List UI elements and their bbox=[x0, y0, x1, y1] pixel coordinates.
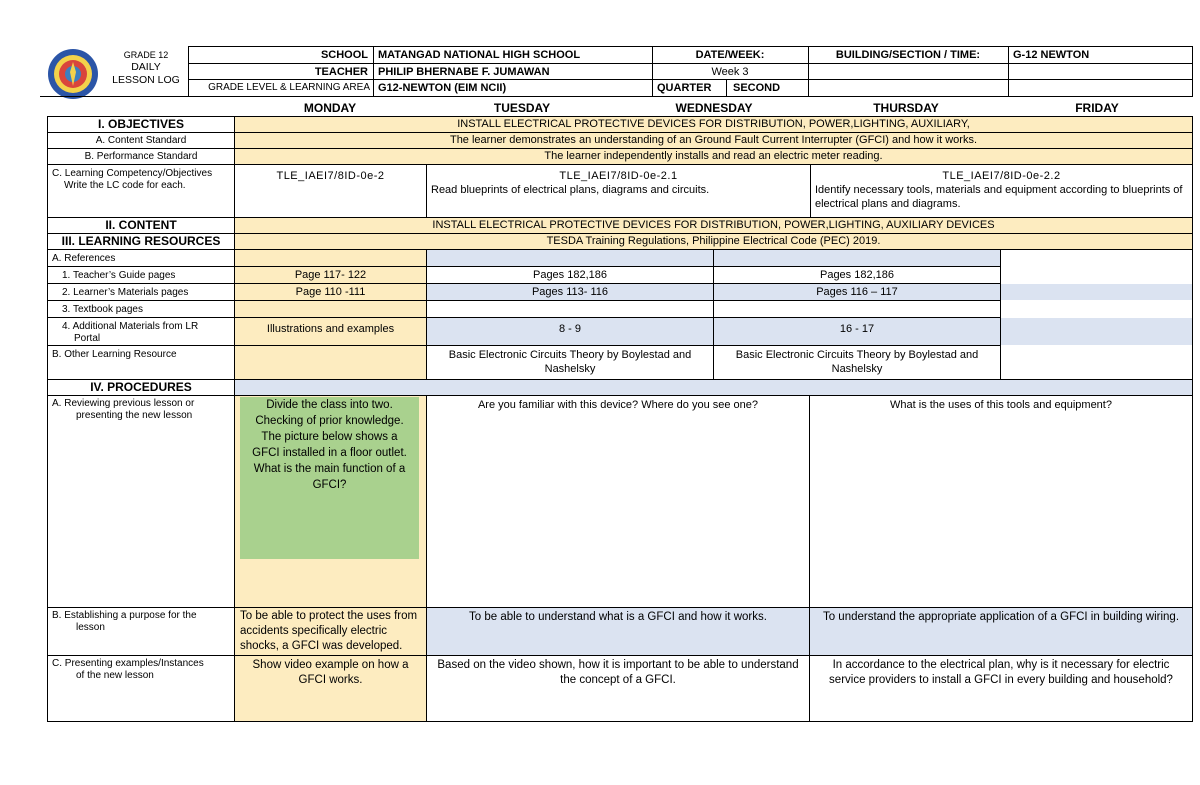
proc-a-label-line2: presenting the new lesson bbox=[76, 410, 193, 421]
references-label: A. References bbox=[47, 249, 235, 267]
proc-b-thursday: To understand the appropriate application of a GFCI in building wiring. bbox=[809, 607, 1193, 656]
am-friday bbox=[1001, 318, 1192, 345]
proc-c-label-line1: C. Presenting examples/Instances bbox=[52, 658, 204, 669]
content-heading: II. CONTENT bbox=[47, 217, 235, 234]
lc-thursday-text: Identify necessary tools, materials and equipment according to blueprints of electrical plans and diagrams. bbox=[815, 184, 1183, 210]
performance-standard: The learner independently installs and read an electric meter reading. bbox=[234, 148, 1193, 165]
competency-label bbox=[47, 164, 235, 218]
proc-c-thursday: In accordance to the electrical plan, why is it necessary for electric service providers to install a GFCI in every building and household? bbox=[809, 655, 1193, 722]
references-thu bbox=[713, 249, 1001, 267]
proc-a-tuesday: Are you familiar with this device? Where do you see one? bbox=[426, 395, 810, 608]
additional-materials-label bbox=[47, 317, 235, 346]
other-resource-monday bbox=[234, 345, 427, 380]
day-monday: MONDAY bbox=[303, 101, 357, 115]
week-value: Week 3 bbox=[711, 66, 749, 78]
other-resource-tuesday: Basic Electronic Circuits Theory by Boylestad and Nashelsky bbox=[426, 345, 714, 380]
seal-icon bbox=[47, 48, 99, 100]
content-text: INSTALL ELECTRICAL PROTECTIVE DEVICES FOR DISTRIBUTION, POWER,LIGHTING, AUXILIARY DEVICES bbox=[234, 217, 1193, 234]
textbook-monday bbox=[234, 300, 427, 318]
am-tuesday: 8 - 9 bbox=[426, 317, 714, 346]
procedures-heading: IV. PROCEDURES bbox=[47, 379, 235, 396]
grade-area-value: G12-NEWTON (EIM NCII) bbox=[378, 82, 507, 94]
day-wednesday: WEDNESDAY bbox=[675, 101, 753, 115]
references-mon bbox=[234, 249, 427, 267]
quarter-label: QUARTER bbox=[657, 82, 712, 94]
references-tue bbox=[426, 249, 714, 267]
tg-monday: Page 117- 122 bbox=[234, 266, 427, 284]
lm-friday bbox=[1001, 284, 1192, 300]
tg-label: 1. Teacher’s Guide pages bbox=[47, 266, 235, 284]
textbook-tuesday bbox=[426, 300, 714, 318]
school-value: MATANGAD NATIONAL HIGH SCHOOL bbox=[378, 49, 581, 61]
am-label-line2: Portal bbox=[74, 333, 101, 344]
am-monday: Illustrations and examples bbox=[234, 317, 427, 346]
proc-c-tuesday: Based on the video shown, how it is important to be able to understand the concept of a GFCI. bbox=[426, 655, 810, 722]
header-row-line bbox=[188, 79, 1193, 80]
procedures-banner bbox=[234, 379, 1193, 396]
lc-thursday bbox=[810, 164, 1193, 218]
section-value: G-12 NEWTON bbox=[1013, 49, 1090, 61]
date-week-label: DATE/WEEK: bbox=[695, 49, 765, 61]
building-label: BUILDING/SECTION / TIME: bbox=[835, 49, 981, 61]
proc-a-monday-box: Divide the class into two. Checking of prior knowledge. The picture below shows a GFCI installed in a floor outlet. What is the main function of a GFCI? bbox=[240, 397, 419, 559]
day-thursday: THURSDAY bbox=[873, 101, 939, 115]
content-standard-label: A. Content Standard bbox=[47, 132, 235, 149]
proc-b-label-line2: lesson bbox=[76, 622, 105, 633]
content-standard: The learner demonstrates an understanding of an Ground Fault Current Interrupter (GFCI) and how it works. bbox=[234, 132, 1193, 149]
lc-tuesday bbox=[426, 164, 811, 218]
proc-c-label bbox=[47, 655, 235, 722]
lc-thursday-code: TLE_IAEI7/8ID-0e-2.2 bbox=[942, 170, 1061, 182]
header-col-line bbox=[726, 79, 727, 97]
proc-c-monday: Show video example on how a GFCI works. bbox=[234, 655, 427, 722]
resources-text: TESDA Training Regulations, Philippine Electrical Code (PEC) 2019. bbox=[234, 233, 1193, 250]
proc-a-label-line1: A. Reviewing previous lesson or bbox=[52, 398, 195, 409]
school-label: SCHOOL bbox=[320, 49, 368, 61]
resources-heading: III. LEARNING RESOURCES bbox=[47, 233, 235, 250]
grade-area-label: GRADE LEVEL & LEARNING AREA bbox=[208, 82, 370, 93]
textbook-label: 3. Textbook pages bbox=[47, 300, 235, 318]
title-line2: LESSON LOG bbox=[112, 74, 180, 86]
header-row-line bbox=[188, 63, 1193, 64]
proc-b-tuesday: To be able to understand what is a GFCI and how it works. bbox=[426, 607, 810, 656]
competency-label-line2: Write the LC code for each. bbox=[64, 180, 186, 191]
other-resource-thursday: Basic Electronic Circuits Theory by Boylestad and Nashelsky bbox=[713, 345, 1001, 380]
title-line1: DAILY bbox=[131, 61, 161, 73]
am-label-line1: 4. Additional Materials from LR bbox=[62, 321, 199, 332]
other-resource-label: B. Other Learning Resource bbox=[47, 345, 235, 380]
lm-thursday: Pages 116 – 117 bbox=[713, 283, 1001, 301]
proc-b-label bbox=[47, 607, 235, 656]
proc-b-monday: To be able to protect the uses from accidents specifically electric shocks, a GFCI was developed. bbox=[234, 607, 427, 656]
objectives-heading: I. OBJECTIVES bbox=[47, 116, 235, 133]
proc-b-label-line1: B. Establishing a purpose for the bbox=[52, 610, 197, 621]
am-thursday: 16 - 17 bbox=[713, 317, 1001, 346]
school-seal bbox=[47, 48, 99, 100]
textbook-thursday bbox=[713, 300, 1001, 318]
lc-tuesday-text: Read blueprints of electrical plans, diagrams and circuits. bbox=[431, 184, 710, 196]
grade-label: GRADE 12 bbox=[123, 50, 169, 60]
lc-tuesday-code: TLE_IAEI7/8ID-0e-2.1 bbox=[559, 170, 678, 182]
teacher-value: PHILIP BHERNABE F. JUMAWAN bbox=[378, 66, 550, 78]
day-tuesday: TUESDAY bbox=[493, 101, 551, 115]
lm-label: 2. Learner’s Materials pages bbox=[47, 283, 235, 301]
proc-c-label-line2: of the new lesson bbox=[76, 670, 154, 681]
header-col-line bbox=[373, 46, 374, 97]
competency-label-line1: C. Learning Competency/Objectives bbox=[52, 168, 213, 179]
teacher-label: TEACHER bbox=[314, 66, 368, 78]
objectives-banner: INSTALL ELECTRICAL PROTECTIVE DEVICES FOR DISTRIBUTION, POWER,LIGHTING, AUXILIARY, bbox=[234, 116, 1193, 133]
lm-monday: Page 110 -111 bbox=[234, 283, 427, 301]
performance-standard-label: B. Performance Standard bbox=[47, 148, 235, 165]
proc-a-thursday: What is the uses of this tools and equipment? bbox=[809, 395, 1193, 608]
header-col-line bbox=[1008, 46, 1009, 97]
lc-monday: TLE_IAEI7/8ID-0e-2 bbox=[234, 164, 427, 218]
proc-a-label bbox=[47, 395, 235, 608]
quarter-value: SECOND bbox=[733, 82, 781, 94]
tg-thursday: Pages 182,186 bbox=[713, 266, 1001, 284]
lm-tuesday: Pages 113- 116 bbox=[426, 283, 714, 301]
tg-tuesday: Pages 182,186 bbox=[426, 266, 714, 284]
day-friday: FRIDAY bbox=[1075, 101, 1119, 115]
